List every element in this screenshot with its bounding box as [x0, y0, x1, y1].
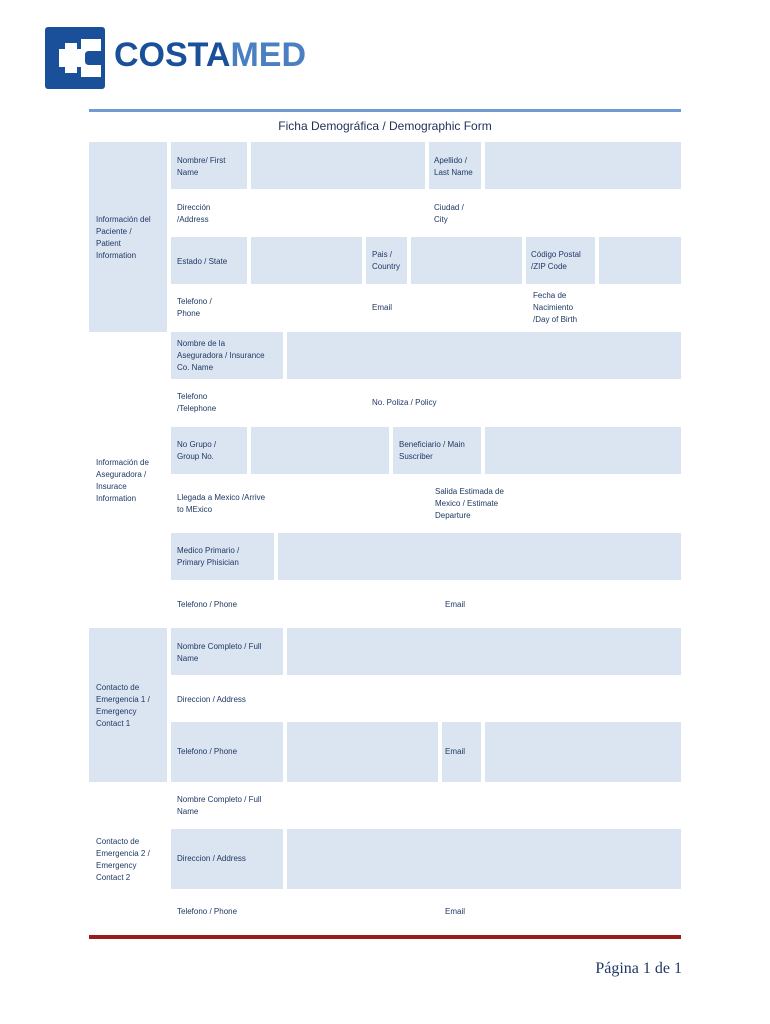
page-number: Página 1 de 1 [595, 960, 682, 977]
bottom-divider [89, 935, 681, 939]
form-title: Ficha Demográfica / Demographic Form [278, 119, 492, 133]
state-label: Estado / State [177, 257, 228, 266]
phone-label: Telefono / Phone [177, 297, 212, 318]
ec1-email-field[interactable] [485, 722, 681, 782]
section-emergency2-label: Contacto de Emergencia 2 / Emergency Contact 2 [96, 837, 150, 882]
ec1-phone-label: Telefono / Phone [177, 747, 238, 756]
address-label: Dirección /Address [177, 203, 211, 224]
costamed-logo-icon [45, 27, 105, 89]
policy-label: No. Poliza / Policy [372, 398, 437, 407]
insurer-phone-label: Telefono /Telephone [177, 392, 217, 413]
ec2-phone-label: Telefono / Phone [177, 907, 238, 916]
group-field[interactable] [251, 427, 389, 474]
country-label: Pais / Country [372, 250, 401, 271]
physician-label: Medico Primario / Primary Phisician [177, 546, 240, 567]
section-emergency1-label: Contacto de Emergencia 1 / Emergency Contact 1 [96, 683, 150, 728]
email-label: Email [372, 303, 393, 312]
country-field[interactable] [411, 237, 522, 284]
brand-name [114, 35, 306, 75]
first-name-label: Nombre/ First Name [177, 156, 226, 177]
ec1-phone-field[interactable] [287, 722, 438, 782]
state-field[interactable] [251, 237, 362, 284]
insurer-name-label: Nombre de la Aseguradora / Insurance Co. Name [177, 339, 265, 372]
last-name-label: Apellido / Last Name [434, 156, 473, 177]
beneficiary-field[interactable] [485, 427, 681, 474]
physician-field[interactable] [278, 533, 681, 580]
ec1-name-field[interactable] [287, 628, 681, 675]
zip-label: Código Postal /ZIP Code [531, 250, 581, 271]
brand-name-part1: COSTA [114, 36, 231, 74]
zip-field[interactable] [599, 237, 681, 284]
physician-phone-label: Telefono / Phone [177, 600, 238, 609]
ec2-address-field[interactable] [287, 829, 681, 889]
dob-label: Fecha de Nacimiento /Day of Birth [533, 291, 578, 324]
first-name-field[interactable] [251, 142, 425, 189]
physician-email-label: Email [445, 600, 466, 609]
arrival-label: Llegada a Mexico /Arrive to MExico [177, 493, 266, 514]
ec1-address-label: Direccion / Address [177, 695, 246, 704]
beneficiary-label: Beneficiario / Main Suscriber [399, 440, 465, 461]
section-patient-label: Información del Paciente / Patient Information [96, 215, 151, 260]
city-label: Ciudad / City [434, 203, 464, 224]
insurer-name-field[interactable] [287, 332, 681, 379]
last-name-field[interactable] [485, 142, 681, 189]
departure-label: Salida Estimada de Mexico / Estimate Departure [435, 487, 504, 520]
top-divider [89, 109, 681, 112]
ec2-address-label: Direccion / Address [177, 854, 246, 863]
ec1-name-label: Nombre Completo / Full Name [177, 642, 262, 663]
ec2-name-label: Nombre Completo / Full Name [177, 795, 262, 816]
section-insurance-label: Información de Aseguradora / Insurace Information [96, 458, 149, 503]
ec2-email-label: Email [445, 907, 466, 916]
group-label: No Grupo / Group No. [177, 440, 217, 461]
ec1-email-label: Email [445, 747, 466, 756]
brand-name-part2: MED [230, 36, 307, 74]
